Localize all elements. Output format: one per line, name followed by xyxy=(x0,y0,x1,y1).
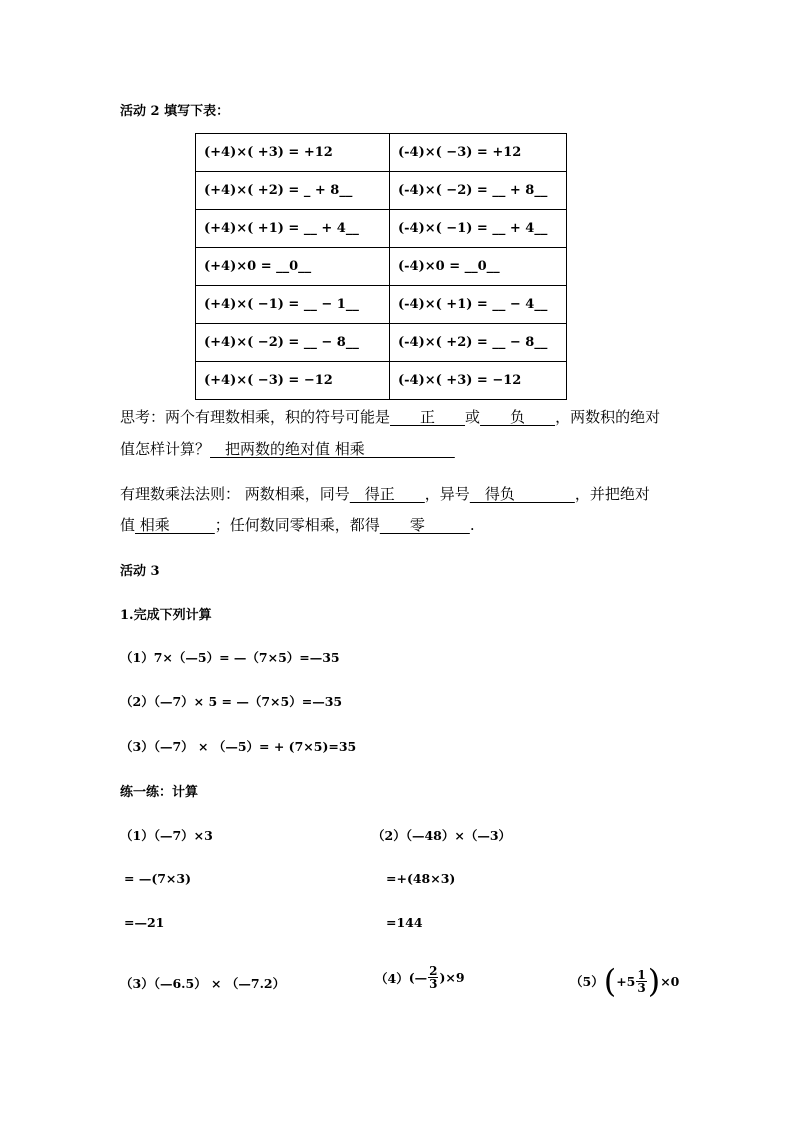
answer-blank: 相乘 xyxy=(135,516,215,534)
table-cell: (-4)×( −3) = +12 xyxy=(390,134,567,172)
table-cell: (+4)×0 = __0__ xyxy=(196,248,390,286)
rule-text: . xyxy=(469,516,475,534)
fraction-denominator: 3 xyxy=(637,980,646,995)
table-row xyxy=(196,324,567,362)
rule-text: 值 xyxy=(120,516,136,534)
rule-line-2 xyxy=(120,514,475,535)
math-text: (— xyxy=(408,970,428,985)
think-text: ，两数积的绝对 xyxy=(555,408,661,426)
item-label: （5） xyxy=(570,974,604,989)
calc-item: （3）（—7） × （—5）= + (7×5)=35 xyxy=(120,739,357,754)
fraction-denominator: 3 xyxy=(429,977,438,991)
fraction xyxy=(428,965,438,990)
practice-step: =—21 xyxy=(124,915,165,930)
fraction xyxy=(636,969,646,994)
table-cell: (+4)×( −1) = __ − 1__ xyxy=(196,286,390,324)
practice-item-2: （2）（—48）×（—3） xyxy=(372,828,512,843)
think-text: 值怎样计算？ xyxy=(120,440,211,458)
table-row xyxy=(196,172,567,210)
practice-item-4 xyxy=(375,965,465,990)
answer-blank: 零 xyxy=(379,516,470,534)
practice-step: =144 xyxy=(386,915,423,930)
think-text: 思考：两个有理数相乘，积的符号可能是 xyxy=(120,408,391,426)
math-text: ×0 xyxy=(660,973,680,989)
rule-line-1 xyxy=(120,483,650,504)
table-row xyxy=(196,286,567,324)
table-cell: (+4)×( −3) = −12 xyxy=(196,362,390,400)
activity3-subheading: 1.完成下列计算 xyxy=(120,608,212,623)
practice-item-5 xyxy=(570,958,679,1004)
answer-blank: 得负 xyxy=(469,485,575,503)
activity2-heading: 活动 2 填写下表： xyxy=(120,104,230,119)
fraction-numerator: 1 xyxy=(637,967,646,982)
table-cell: (-4)×( −1) = __ + 4__ xyxy=(390,210,567,248)
table-cell: (-4)×0 = __0__ xyxy=(390,248,567,286)
rule-text: 有理数乘法法则： 两数相乘，同号 xyxy=(120,485,350,503)
table-row xyxy=(196,248,567,286)
calc-item: （1）7×（—5）= —（7×5）=—35 xyxy=(120,650,340,665)
table-cell: (+4)×( +3) = +12 xyxy=(196,134,390,172)
answer-blank: 得正 xyxy=(349,485,425,503)
table-cell: (-4)×( +1) = __ − 4__ xyxy=(390,286,567,324)
practice-step: = —(7×3) xyxy=(124,871,192,886)
table-cell: (+4)×( +2) = _ + 8__ xyxy=(196,172,390,210)
practice-item-3: （3）（—6.5） × （—7.2） xyxy=(120,976,286,991)
activity3-heading: 活动 3 xyxy=(120,564,160,579)
fraction-numerator: 2 xyxy=(429,964,438,978)
table-row xyxy=(196,362,567,400)
math-text: +5 xyxy=(616,973,636,989)
think-text: 或 xyxy=(465,408,481,426)
math-text: )×9 xyxy=(439,970,465,985)
table-row xyxy=(196,134,567,172)
table-cell: (-4)×( +3) = −12 xyxy=(390,362,567,400)
practice-step: =+(48×3) xyxy=(386,871,456,886)
multiplication-table xyxy=(195,133,567,400)
rule-text: ，并把绝对 xyxy=(574,485,650,503)
practice-heading: 练一练：计算 xyxy=(120,785,199,800)
table-cell: (-4)×( +2) = __ − 8__ xyxy=(390,324,567,362)
left-paren: ( xyxy=(603,962,617,1000)
think-line-1 xyxy=(120,406,660,427)
calc-item: （2）（—7）× 5 = —（7×5）=—35 xyxy=(120,694,343,709)
think-line-2 xyxy=(120,438,455,459)
table-cell: (+4)×( −2) = __ − 8__ xyxy=(196,324,390,362)
table-cell: (+4)×( +1) = __ + 4__ xyxy=(196,210,390,248)
answer-blank: 正 xyxy=(390,408,466,426)
answer-blank: 把两数的绝对值 相乘 xyxy=(210,440,455,458)
rule-text: ；任何数同零相乘，都得 xyxy=(214,516,380,534)
rule-text: ，异号 xyxy=(424,485,470,503)
table-cell: (-4)×( −2) = __ + 8__ xyxy=(390,172,567,210)
right-paren: ) xyxy=(647,962,661,1000)
answer-blank: 负 xyxy=(480,408,556,426)
item-label: （4） xyxy=(375,970,409,986)
table-row xyxy=(196,210,567,248)
practice-item-1: （1）（—7）×3 xyxy=(120,828,213,843)
